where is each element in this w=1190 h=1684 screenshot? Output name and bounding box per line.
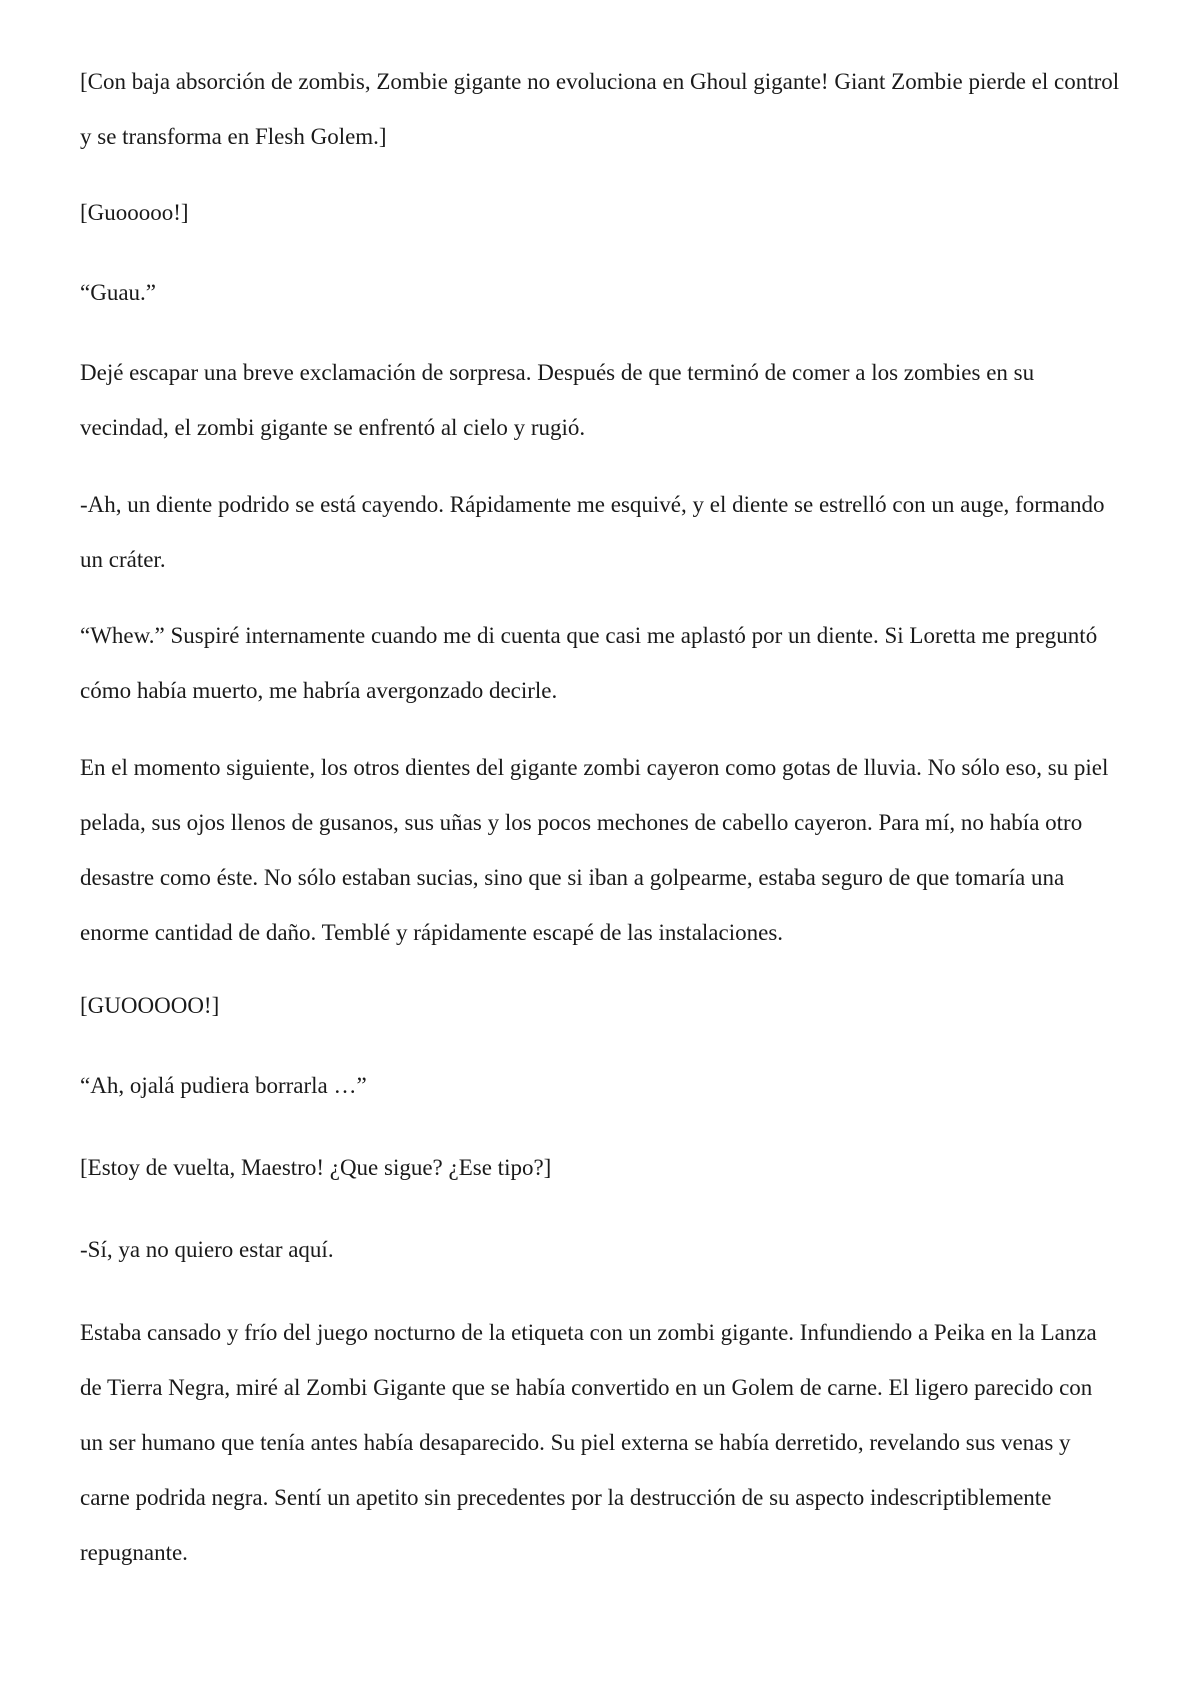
paragraph-tooth-falling: -Ah, un diente podrido se está cayendo. Rápidamente me esquivé, y el diente se estrelló con un auge, formando un cráter.	[80, 492, 1105, 572]
paragraph-rain-of-teeth: En el momento siguiente, los otros dientes del gigante zombi cayeron como gotas de lluvia. No sólo eso, su piel pelada, sus ojos llenos de gusanos, sus uñas y los pocos mechones de cabello cayeron. Para mí, no había otro desastre como éste. No sólo estaban sucias, sino que si iban a golpearme, estaba seguro de que tomaría una enorme cantidad de daño. Temblé y rápidamente escapé de las instalaciones.	[80, 755, 1109, 945]
paragraph-dont-want-stay: -Sí, ya no quiero estar aquí.	[80, 1237, 334, 1262]
paragraph-roar-1: [Guooooo!]	[80, 200, 189, 225]
paragraph-surprise: Dejé escapar una breve exclamación de sorpresa. Después de que terminó de comer a los zombies en su vecindad, el zombi gigante se enfrentó al cielo y rugió.	[80, 360, 1035, 440]
paragraph-roar-2: [GUOOOOO!]	[80, 993, 220, 1018]
paragraph-back-master: [Estoy de vuelta, Maestro! ¿Que sigue? ¿Ese tipo?]	[80, 1155, 552, 1180]
paragraph-system-message-evolution: [Con baja absorción de zombis, Zombie gigante no evoluciona en Ghoul gigante! Giant Zombie pierde el control y se transforma en Flesh Golem.]	[80, 69, 1120, 149]
paragraph-flesh-golem: Estaba cansado y frío del juego nocturno de la etiqueta con un zombi gigante. Infundiendo a Peika en la Lanza de Tierra Negra, miré al Zombi Gigante que se había convertido en un Golem de carne. El ligero parecido con un ser humano que tenía antes había desaparecido. Su piel externa se había derretido, revelando sus venas y carne podrida negra. Sentí un apetito sin precedentes por la destrucción de su aspecto indescriptiblemente repugnante.	[80, 1320, 1097, 1565]
paragraph-whew: “Whew.” Suspiré internamente cuando me di cuenta que casi me aplastó por un diente. Si Loretta me preguntó cómo había muerto, me habría avergonzado decirle.	[80, 623, 1098, 703]
paragraph-wish: “Ah, ojalá pudiera borrarla …”	[80, 1073, 367, 1098]
paragraph-exclamation: “Guau.”	[80, 280, 156, 305]
